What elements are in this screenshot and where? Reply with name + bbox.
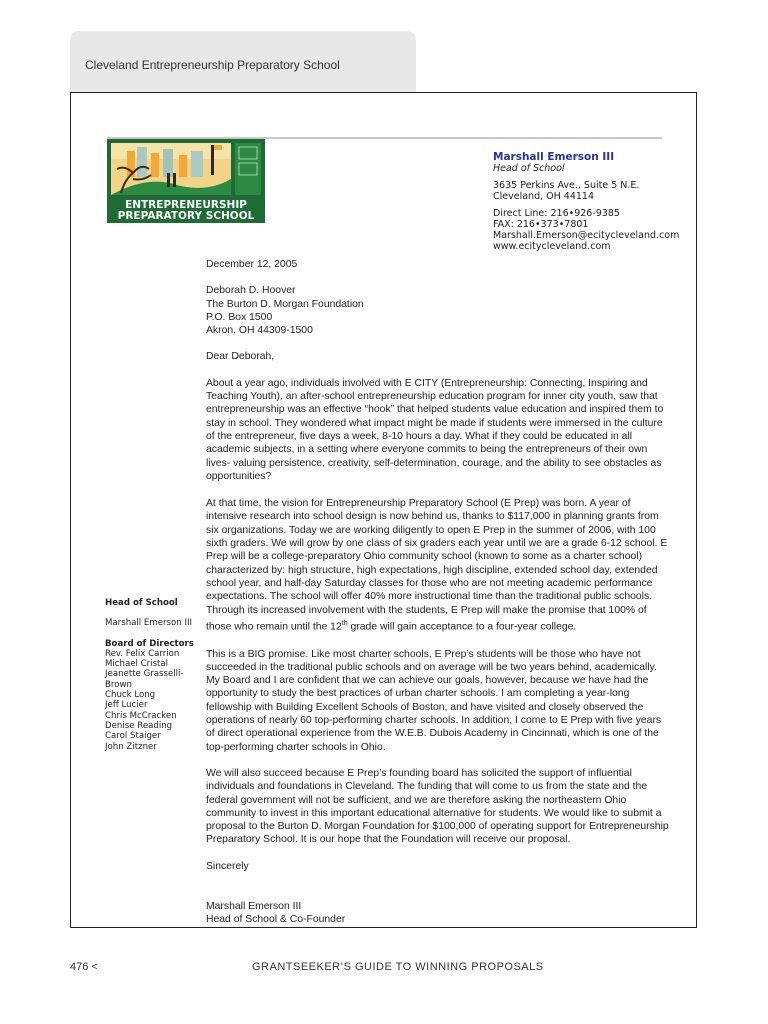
contact-address2: Cleveland, OH 44114 [493,191,594,202]
school-logo [107,139,265,223]
contact-fax: FAX: 216•373•7801 [493,219,589,230]
head-of-school-name: Marshall Emerson III [105,618,193,629]
contact-title: Head of School [493,163,565,174]
book-title: GRANTSEEKER’S GUIDE TO WINNING PROPOSALS [252,961,544,973]
paragraph-1: About a year ago, individuals involved with E CITY (Entrepreneurship: Connecting, Inspiring and Teaching Youth), an after-school entrepreneurship education program for inner city youth, saw that entrepreneurship was an effective “hook” that helped students value education and inspired them to stay in school. They wondered what impact might be made if students were immersed in the culture of the entrepreneur, five days a week, 8-10 hours a day. What if they could be educated in all academic subjects, in a setting where everyone commits to being the entrepreneurs of their own lives- valuing persistence, creativity, self-determination, courage, and the ability to see obstacles as opportunities? [206,377,664,482]
contact-address1: 3635 Perkins Ave., Suite 5 N.E. [493,180,640,191]
board-member: Michael Cristal [105,659,169,670]
paragraph-2 [206,497,672,633]
head-of-school-heading: Head of School [105,598,178,608]
signature-name: Marshall Emerson III [206,901,302,913]
paragraph-4: We will also succeed because E Prep’s founding board has solicited the support of influential individuals and foundations in Cleveland. The funding that will come to us from the state and the federal government will not be sufficient, and we are therefore asking the northeastern Ohio community to invest in this important educational alternative for students. We would like to submit a proposal to the Burton D. Morgan Foundation for $100,000 of operating support for Entrepreneurship Preparatory School. It is our hope that the Foundation will receive our proposal. [206,767,669,846]
board-member: Jeanette Grasselli- [105,669,184,680]
logo-line1: ENTREPRENEURSHIP [125,199,247,211]
board-member: Denise Reading [105,720,173,731]
letter-date: December 12, 2005 [206,259,298,270]
paragraph-2-end: grade will gain acceptance to a four-year college. [347,621,577,633]
board-member: Chris McCracken [105,710,177,721]
board-member: John Zitzner [105,741,157,752]
signature-title: Head of School & Co-Founder [206,914,346,926]
contact-name: Marshall Emerson III [493,151,615,163]
contact-direct-line: Direct Line: 216•926-9385 [493,208,620,219]
board-member: Carol Staiger [105,731,161,742]
page-number: 476 < [70,961,98,973]
board-member: Jeff Lucier [105,700,148,711]
recipient-line: Deborah D. Hoover [206,285,296,297]
header-tab [70,31,416,93]
salutation: Dear Deborah, [206,351,275,363]
board-member: Rev. Felix Carrion [105,648,180,659]
header-title: Cleveland Entrepreneurship Preparatory School [85,58,340,72]
contact-email: Marshall.Emerson@ecitycleveland.com [493,230,680,241]
board-member: Brown [105,679,132,690]
letterhead-contact [493,152,679,252]
ordinal-suffix: th [341,619,348,627]
logo-line2: PREPARATORY SCHOOL [117,210,255,222]
paragraph-2-text: At that time, the vision for Entrepreneurship Preparatory School (E Prep) was born. A year of intensive research into school design is now behind us, thanks to $117,000 in planning grants from six organizations. Today we are working diligently to open E Prep in the summer of 2006, with 100 sixth graders. We will grow by one class of six graders each year until we are a grade 6-12 school. E Prep will be a college-preparatory Ohio community school (known to some as a charter school) characterized by: high structure, high expectations, high discipline, extended school day, extended school year, and half-day Saturday classes for those who are not meeting academic performance expectations. The school will offer 40% more instructional time than the traditional public schools. Through its increased involvement with the students, E Prep will make the promise that 100% of those who remain until the 12 [206,498,668,633]
paragraph-3: This is a BIG promise. Like most charter schools, E Prep’s students will be those who have not succeeded in the traditional public schools and on average will be two years behind, academically. My Board and I are confident that we can achieve our goals, however, because we have had the opportunity to study the best practices of urban charter schools. I am completing a year-long fellowship with Building Excellent Schools of Boston, and have visited and closely observed the operations of nearly 60 top-performing charter schools. In addition, I come to E Prep with five years of direct operational experience from the W.E.B. Dubois Academy in Cincinnati, which is one of the top-performing charter schools in Ohio. [206,648,662,753]
contact-website: www.ecitycleveland.com [493,241,611,252]
recipient-line: P.O. Box 1500 [206,311,273,323]
board-heading: Board of Directors [105,638,194,649]
board-member: Chuck Long [105,690,156,701]
board-sidebar [105,598,200,752]
recipient-line: Akron, OH 44309-1500 [206,325,313,337]
closing: Sincerely [206,860,249,872]
letter-body [206,258,672,927]
recipient-line: The Burton D. Morgan Foundation [206,298,364,310]
